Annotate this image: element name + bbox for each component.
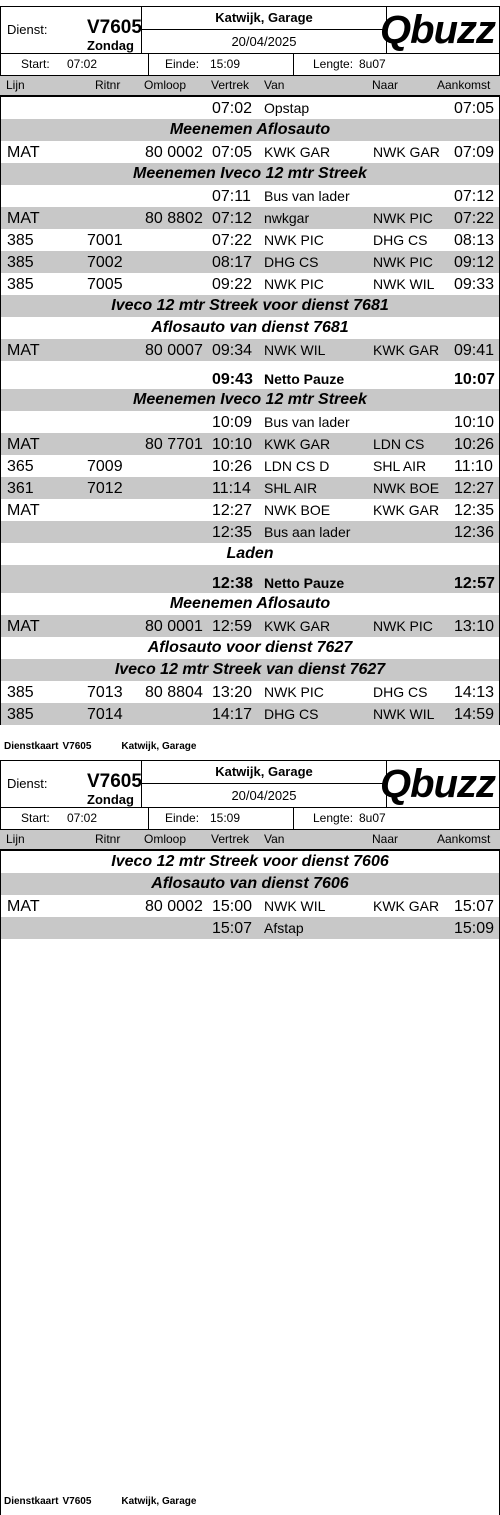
cell-aankomst: 07:05 xyxy=(454,100,495,117)
cell-naar: NWK PIC xyxy=(373,254,433,270)
col-vertrek: Vertrek xyxy=(211,78,250,92)
footer-label: Dienstkaart xyxy=(4,741,59,752)
cell-vertrek: 12:27 xyxy=(212,502,253,519)
lengte-label: Lengte: xyxy=(313,811,354,825)
trip-row xyxy=(1,339,499,361)
section-heading: Aflosauto voor dienst 7627 xyxy=(147,639,353,656)
cell-van: NWK BOE xyxy=(264,502,331,518)
lengte-value: 8u07 xyxy=(359,811,386,825)
cell-ritnr: 7012 xyxy=(87,480,123,497)
cell-naar: NWK GAR xyxy=(373,144,440,160)
cell-omloop: 80 8802 xyxy=(145,210,203,227)
col-naar: Naar xyxy=(372,832,399,846)
column-header xyxy=(0,830,500,851)
trip-row xyxy=(1,455,499,477)
cell-naar: NWK PIC xyxy=(373,618,433,634)
start-label: Start: xyxy=(21,811,50,825)
date: 20/04/2025 xyxy=(231,788,297,803)
cell-omloop: 80 0001 xyxy=(145,618,203,635)
footer xyxy=(4,741,226,752)
divider xyxy=(293,808,294,829)
cell-aankomst: 10:07 xyxy=(454,371,495,388)
dienst-number: V7605 xyxy=(87,17,142,38)
cell-aankomst: 13:10 xyxy=(454,618,495,635)
cell-aankomst: 09:41 xyxy=(454,342,495,359)
cell-vertrek: 12:59 xyxy=(212,618,253,635)
cell-van: NWK PIC xyxy=(264,276,324,292)
cell-aankomst: 12:36 xyxy=(454,524,495,541)
cell-aankomst: 12:27 xyxy=(454,480,495,497)
cell-naar: NWK WIL xyxy=(373,706,435,722)
trip-row xyxy=(1,521,499,543)
cell-vertrek: 09:22 xyxy=(212,276,253,293)
cell-lijn: 385 xyxy=(7,706,34,723)
schedule-rows xyxy=(0,851,500,1515)
cell-lijn: MAT xyxy=(7,502,40,519)
info-bar xyxy=(0,808,500,830)
cell-lijn: 361 xyxy=(7,480,34,497)
cell-aankomst: 15:07 xyxy=(454,898,495,915)
dienst-label: Dienst: xyxy=(7,776,48,791)
cell-aankomst: 15:09 xyxy=(454,920,495,937)
cell-naar: NWK WIL xyxy=(373,276,435,292)
cell-van: Bus aan lader xyxy=(264,524,351,540)
cell-lijn: MAT xyxy=(7,898,40,915)
cell-aankomst: 07:22 xyxy=(454,210,495,227)
cell-vertrek: 09:43 xyxy=(212,371,253,388)
trip-row xyxy=(1,97,499,119)
cell-lijn: MAT xyxy=(7,342,40,359)
section-heading: Iveco 12 mtr Streek voor dienst 7606 xyxy=(111,853,389,870)
cell-vertrek: 12:35 xyxy=(212,524,253,541)
cell-naar: LDN CS xyxy=(373,436,425,452)
cell-vertrek: 07:05 xyxy=(212,144,253,161)
cell-vertrek: 15:07 xyxy=(212,920,253,937)
cell-van: KWK GAR xyxy=(264,144,331,160)
cell-naar: SHL AIR xyxy=(373,458,427,474)
day-label: Zondag xyxy=(87,792,134,807)
col-aankomst: Aankomst xyxy=(437,78,491,92)
start-label: Start: xyxy=(21,57,50,71)
cell-vertrek: 11:14 xyxy=(212,480,251,497)
section-heading: Meenemen Aflosauto xyxy=(169,595,331,612)
einde-time: 15:09 xyxy=(210,811,241,825)
cell-vertrek: 07:22 xyxy=(212,232,253,249)
header xyxy=(0,760,500,808)
col-naar: Naar xyxy=(372,78,399,92)
dienst-label: Dienst: xyxy=(7,22,48,37)
cell-van: Netto Pauze xyxy=(264,575,345,591)
cell-van: NWK WIL xyxy=(264,898,326,914)
start-time: 07:02 xyxy=(67,57,98,71)
cell-lijn: 385 xyxy=(7,232,34,249)
cell-van: KWK GAR xyxy=(264,436,331,452)
cell-ritnr: 7005 xyxy=(87,276,123,293)
footer xyxy=(4,1496,226,1507)
trip-row xyxy=(1,229,499,251)
cell-ritnr: 7002 xyxy=(87,254,123,271)
cell-vertrek: 10:09 xyxy=(212,414,253,431)
cell-lijn: MAT xyxy=(7,144,40,161)
section-heading: Iveco 12 mtr Streek voor dienst 7681 xyxy=(1,295,499,317)
cell-van: NWK PIC xyxy=(264,684,324,700)
cell-aankomst: 12:35 xyxy=(454,502,495,519)
cell-van: Opstap xyxy=(264,100,310,116)
einde-label: Einde: xyxy=(165,811,200,825)
location: Katwijk, Garage xyxy=(142,761,386,784)
section-heading: Iveco 12 mtr Streek van dienst 7627 xyxy=(1,659,499,681)
col-lijn: Lijn xyxy=(6,78,25,92)
col-omloop: Omloop xyxy=(144,832,187,846)
cell-van: SHL AIR xyxy=(264,480,318,496)
cell-van: LDN CS D xyxy=(264,458,330,474)
lengte-value: 8u07 xyxy=(359,57,386,71)
col-lijn: Lijn xyxy=(6,832,25,846)
qbuzz-logo: Qbuzz xyxy=(380,8,495,52)
cell-lijn: 385 xyxy=(7,684,34,701)
start-time: 07:02 xyxy=(67,811,98,825)
cell-aankomst: 11:10 xyxy=(454,458,493,475)
cell-lijn: MAT xyxy=(7,618,40,635)
cell-omloop: 80 7701 xyxy=(145,436,203,453)
cell-naar: KWK GAR xyxy=(373,898,440,914)
cell-aankomst: 10:26 xyxy=(454,436,495,453)
trip-row xyxy=(1,251,499,273)
trip-row xyxy=(1,499,499,521)
trip-row xyxy=(1,703,499,725)
cell-van: Afstap xyxy=(264,920,304,936)
cell-vertrek: 07:12 xyxy=(212,210,253,227)
cell-aankomst: 12:57 xyxy=(454,575,495,592)
cell-omloop: 80 0002 xyxy=(145,898,203,915)
cell-lijn: 385 xyxy=(7,254,34,271)
sheet-2 xyxy=(0,760,500,1515)
section-heading: Meenemen Iveco 12 mtr Streek xyxy=(1,163,499,185)
cell-naar: KWK GAR xyxy=(373,342,440,358)
sheet-1 xyxy=(0,6,500,725)
location-date-box xyxy=(141,761,387,807)
cell-van: DHG CS xyxy=(264,254,319,270)
cell-naar: DHG CS xyxy=(373,232,428,248)
location: Katwijk, Garage xyxy=(142,7,386,30)
cell-aankomst: 14:59 xyxy=(454,706,495,723)
pause-row xyxy=(1,367,499,389)
cell-vertrek: 15:00 xyxy=(212,898,253,915)
col-van: Van xyxy=(264,832,285,846)
cell-aankomst: 08:13 xyxy=(454,232,495,249)
trip-row xyxy=(1,477,499,499)
section-heading: Aflosauto van dienst 7681 xyxy=(151,319,349,336)
footer-location: Katwijk, Garage xyxy=(121,1496,197,1507)
cell-van: Bus van lader xyxy=(264,414,350,430)
cell-vertrek: 07:11 xyxy=(212,188,251,205)
cell-omloop: 80 8804 xyxy=(145,684,203,701)
cell-van: Bus van lader xyxy=(264,188,350,204)
cell-van: nwkgar xyxy=(264,210,310,226)
cell-vertrek: 14:17 xyxy=(212,706,253,723)
cell-aankomst: 07:12 xyxy=(454,188,495,205)
trip-row xyxy=(1,411,499,433)
col-aankomst: Aankomst xyxy=(437,832,491,846)
cell-vertrek: 12:38 xyxy=(212,575,253,592)
qbuzz-logo: Qbuzz xyxy=(380,762,495,806)
footer-dienst: V7605 xyxy=(62,741,92,752)
section-heading: Laden xyxy=(226,545,274,562)
trip-row xyxy=(1,895,499,917)
cell-van: NWK PIC xyxy=(264,232,324,248)
cell-vertrek: 08:17 xyxy=(212,254,253,271)
cell-van: NWK WIL xyxy=(264,342,326,358)
cell-omloop: 80 0007 xyxy=(145,342,203,359)
trip-row xyxy=(1,141,499,163)
trip-row xyxy=(1,207,499,229)
divider xyxy=(293,54,294,75)
trip-row xyxy=(1,185,499,207)
footer-location: Katwijk, Garage xyxy=(121,741,197,752)
section-heading: Meenemen Aflosauto xyxy=(1,119,499,141)
cell-vertrek: 10:26 xyxy=(212,458,253,475)
day-label: Zondag xyxy=(87,38,134,53)
footer-dienst: V7605 xyxy=(62,1496,92,1507)
cell-omloop: 80 0002 xyxy=(145,144,203,161)
location-date-box xyxy=(141,7,387,53)
cell-van: KWK GAR xyxy=(264,618,331,634)
col-ritnr: Ritnr xyxy=(95,78,121,92)
column-header xyxy=(0,76,500,97)
cell-lijn: 365 xyxy=(7,458,34,475)
date: 20/04/2025 xyxy=(231,34,297,49)
cell-ritnr: 7013 xyxy=(87,684,123,701)
cell-vertrek: 10:10 xyxy=(212,436,253,453)
cell-van: DHG CS xyxy=(264,706,319,722)
cell-naar: NWK PIC xyxy=(373,210,433,226)
cell-naar: NWK BOE xyxy=(373,480,440,496)
col-omloop: Omloop xyxy=(144,78,187,92)
info-bar xyxy=(0,54,500,76)
cell-lijn: MAT xyxy=(7,436,40,453)
col-van: Van xyxy=(264,78,285,92)
pause-row xyxy=(1,571,499,593)
divider xyxy=(148,54,149,75)
cell-naar: DHG CS xyxy=(373,684,428,700)
trip-row xyxy=(1,615,499,637)
cell-ritnr: 7014 xyxy=(87,706,123,723)
cell-lijn: MAT xyxy=(7,210,40,227)
section-heading: Meenemen Iveco 12 mtr Streek xyxy=(1,389,499,411)
cell-ritnr: 7009 xyxy=(87,458,123,475)
einde-time: 15:09 xyxy=(210,57,241,71)
header xyxy=(0,6,500,54)
trip-row xyxy=(1,273,499,295)
cell-vertrek: 13:20 xyxy=(212,684,253,701)
dienst-number: V7605 xyxy=(87,771,142,792)
trip-row xyxy=(1,433,499,455)
cell-aankomst: 09:33 xyxy=(454,276,495,293)
cell-aankomst: 14:13 xyxy=(454,684,495,701)
trip-row xyxy=(1,917,499,939)
einde-label: Einde: xyxy=(165,57,200,71)
cell-van: Netto Pauze xyxy=(264,371,345,387)
col-vertrek: Vertrek xyxy=(211,832,250,846)
col-ritnr: Ritnr xyxy=(95,832,121,846)
cell-ritnr: 7001 xyxy=(87,232,123,249)
cell-lijn: 385 xyxy=(7,276,34,293)
footer-label: Dienstkaart xyxy=(4,1496,59,1507)
cell-naar: KWK GAR xyxy=(373,502,440,518)
section-heading: Aflosauto van dienst 7606 xyxy=(1,873,499,895)
trip-row xyxy=(1,681,499,703)
divider xyxy=(148,808,149,829)
cell-vertrek: 07:02 xyxy=(212,100,253,117)
cell-aankomst: 10:10 xyxy=(454,414,495,431)
schedule-rows xyxy=(0,97,500,725)
cell-aankomst: 09:12 xyxy=(454,254,495,271)
lengte-label: Lengte: xyxy=(313,57,354,71)
cell-aankomst: 07:09 xyxy=(454,144,495,161)
cell-vertrek: 09:34 xyxy=(212,342,253,359)
